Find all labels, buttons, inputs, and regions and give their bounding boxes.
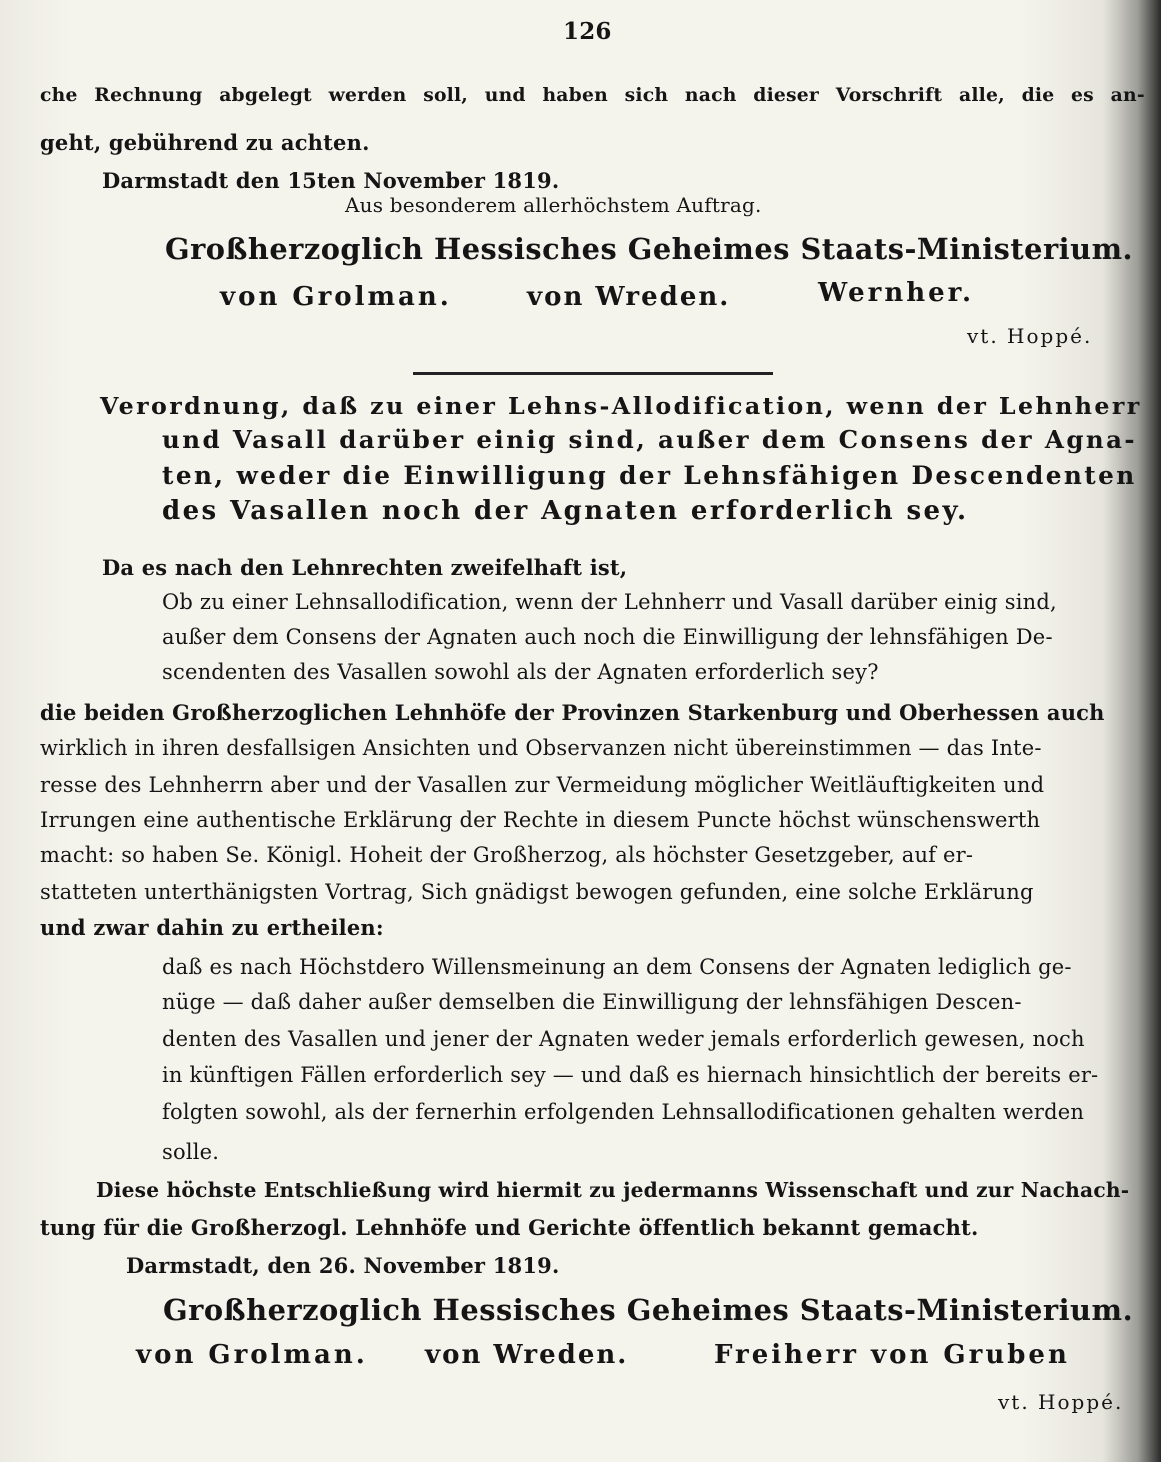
text-line: Da es nach den Lehnrechten zweifelhaft ist, bbox=[102, 555, 628, 580]
countersignature: vt. Hoppé. bbox=[998, 1390, 1124, 1414]
text-line: Diese höchste Entschließung wird hiermit zu jedermanns Wissenschaft und zur Nachach- bbox=[96, 1178, 1130, 1202]
signature: Wernher. bbox=[818, 278, 975, 308]
text-line: tung für die Großherzogl. Lehnhöfe und Gerichte öffentlich bekannt gemacht. bbox=[40, 1215, 979, 1240]
section-divider bbox=[413, 372, 773, 375]
text-line: che Rechnung abgelegt werden soll, und haben sich nach dieser Vorschrift alle, die es an- bbox=[40, 84, 1145, 106]
question-line: scendenten des Vasallen sowohl als der Agnaten erforderlich sey? bbox=[162, 660, 879, 684]
question-line: Ob zu einer Lehnsallodification, wenn der Lehnherr und Vasall darüber einig sind, bbox=[162, 590, 1057, 614]
declaration-line: denten des Vasallen und jener der Agnaten weder jemals erforderlich gewesen, noch bbox=[162, 1027, 1085, 1051]
ordinance-heading-line: ten, weder die Einwilligung der Lehnsfähigen Descendenten bbox=[162, 461, 1137, 490]
text-line: und zwar dahin zu ertheilen: bbox=[40, 915, 384, 940]
signature: von Grolman. bbox=[220, 282, 452, 312]
ministry-heading: Großherzoglich Hessisches Geheimes Staats-Ministerium. bbox=[163, 1293, 1134, 1327]
ordinance-heading-line: Verordnung, daß zu einer Lehns-Allodification, wenn der Lehnherr bbox=[100, 392, 1142, 420]
signature: von Grolman. bbox=[136, 1340, 368, 1370]
question-line: außer dem Consens der Agnaten auch noch die Einwilligung der lehnsfähigen De- bbox=[162, 625, 1053, 649]
declaration-line: nüge — daß daher außer demselben die Einwilligung der lehnsfähigen Descen- bbox=[162, 990, 1022, 1014]
declaration-line: in künftigen Fällen erforderlich sey — und daß es hiernach hinsichtlich der bereits er- bbox=[162, 1063, 1099, 1087]
text-line: die beiden Großherzoglichen Lehnhöfe der Provinzen Starkenburg und Oberhessen auch bbox=[40, 700, 1105, 725]
signature: von Wreden. bbox=[425, 1340, 629, 1370]
ordinance-heading-line: und Vasall darüber einig sind, außer dem Consens der Agna- bbox=[162, 425, 1137, 454]
text-line: geht, gebührend zu achten. bbox=[40, 130, 370, 155]
ordinance-heading-line: des Vasallen noch der Agnaten erforderlich sey. bbox=[162, 496, 969, 526]
text-line: resse des Lehnherrn aber und der Vasallen zur Vermeidung möglicher Weitläuftigkeiten und bbox=[40, 773, 1045, 797]
signature: von Wreden. bbox=[527, 282, 731, 312]
page-number: 126 bbox=[563, 18, 612, 45]
declaration-line: daß es nach Höchstdero Willensmeinung an dem Consens der Agnaten lediglich ge- bbox=[162, 955, 1072, 979]
text-line: statteten unterthänigsten Vortrag, Sich gnädigst bewogen gefunden, eine solche Erklärung bbox=[40, 880, 1034, 904]
text-line: wirklich in ihren desfallsigen Ansichten und Observanzen nicht übereinstimmen — das Inte- bbox=[40, 736, 1042, 760]
countersignature: vt. Hoppé. bbox=[967, 324, 1093, 348]
text-line: Irrungen eine authentische Erklärung der Rechte in diesem Puncte höchst wünschenswerth bbox=[40, 808, 1041, 832]
date-line: Darmstadt den 15ten November 1819. bbox=[102, 168, 560, 193]
date-line: Darmstadt, den 26. November 1819. bbox=[126, 1253, 560, 1278]
commission-line: Aus besonderem allerhöchstem Auftrag. bbox=[345, 193, 762, 217]
text-line: macht: so haben Se. Königl. Hoheit der Großherzog, als höchster Gesetzgeber, auf er- bbox=[40, 843, 974, 867]
ministry-heading: Großherzoglich Hessisches Geheimes Staats-Ministerium. bbox=[165, 232, 1134, 266]
declaration-line: solle. bbox=[162, 1140, 220, 1164]
declaration-line: folgten sowohl, als der fernerhin erfolgenden Lehnsallodificationen gehalten werden bbox=[162, 1100, 1085, 1124]
signature: Freiherr von Gruben bbox=[714, 1340, 1070, 1370]
